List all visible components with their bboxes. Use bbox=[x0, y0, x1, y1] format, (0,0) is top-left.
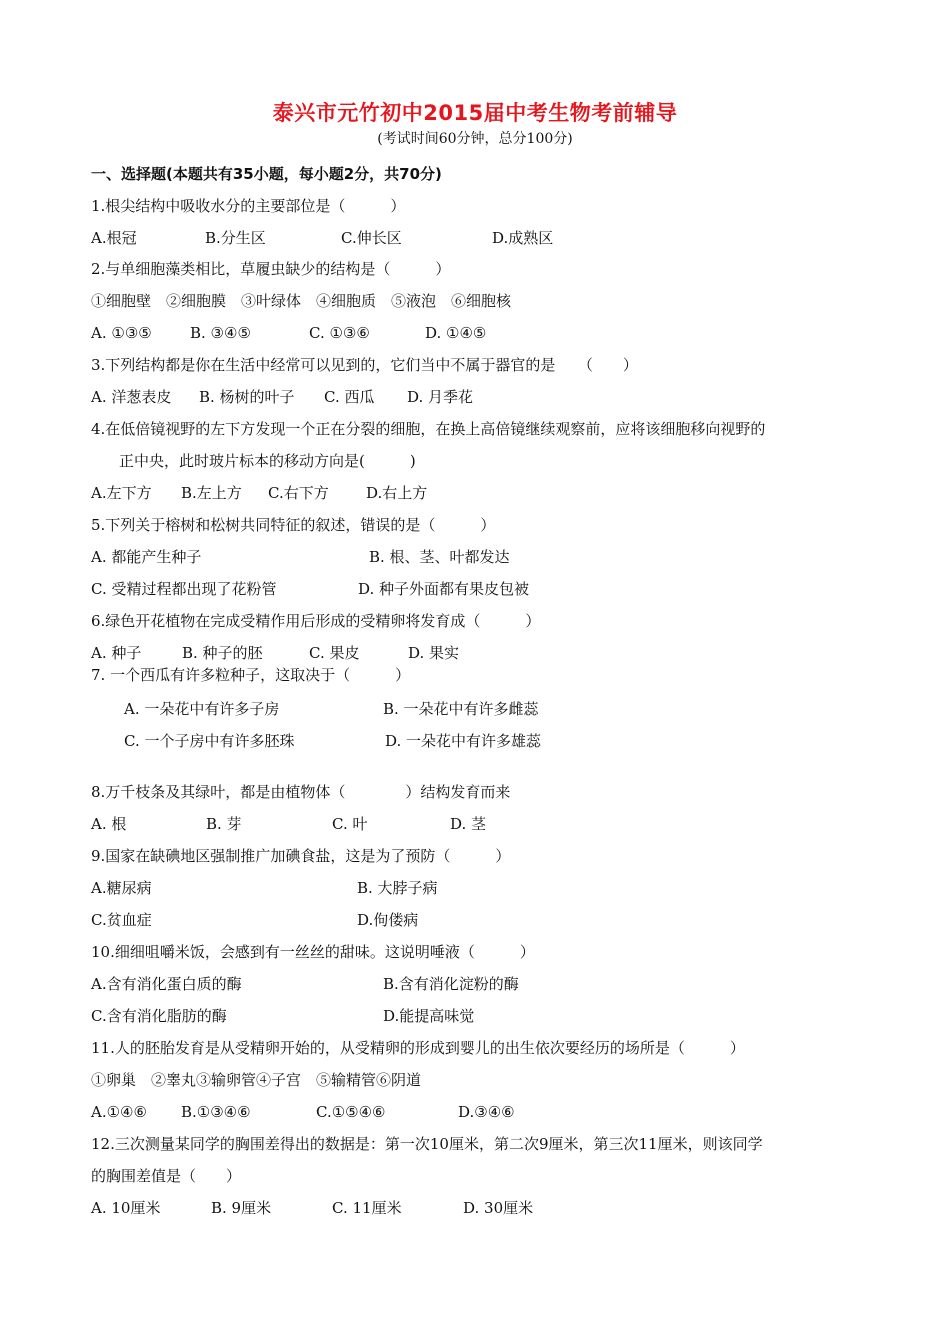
option: C. 11厘米 bbox=[332, 1199, 402, 1217]
option: C.贫血症 bbox=[91, 911, 152, 929]
option: A. 都能产生种子 bbox=[91, 548, 202, 566]
question-stem: 3.下列结构都是你在生活中经常可以见到的，它们当中不属于器官的是 （ ） bbox=[91, 356, 638, 374]
question-stem: 5.下列关于榕树和松树共同特征的叙述，错误的是（ ） bbox=[91, 516, 496, 534]
option: D. 月季花 bbox=[407, 388, 474, 406]
question-stem: 4.在低倍镜视野的左下方发现一个正在分裂的细胞，在换上高倍镜继续观察前，应将该细胞移向视野的 bbox=[91, 420, 766, 438]
option: A. 根 bbox=[91, 815, 127, 833]
option: B. 大脖子病 bbox=[357, 879, 438, 897]
option: B. 一朵花中有许多雌蕊 bbox=[383, 700, 539, 718]
question-stem: 9.国家在缺碘地区强制推广加碘食盐，这是为了预防（ ） bbox=[91, 847, 511, 865]
option: A. ①③⑤ bbox=[91, 324, 152, 342]
option: D. 种子外面都有果皮包被 bbox=[358, 580, 530, 598]
option: A. 10厘米 bbox=[91, 1199, 161, 1217]
option: D.成熟区 bbox=[492, 229, 554, 247]
option: C. 叶 bbox=[332, 815, 368, 833]
option: D.③④⑥ bbox=[458, 1103, 515, 1121]
question-substatements: ①细胞壁 ②细胞膜 ③叶绿体 ④细胞质 ⑤液泡 ⑥细胞核 bbox=[91, 292, 512, 310]
option: A.糖尿病 bbox=[91, 879, 152, 897]
section-heading: 一、选择题(本题共有35小题，每小题2分，共70分) bbox=[91, 165, 442, 183]
question-stem-continued: 的胸围差值是（ ） bbox=[91, 1167, 242, 1185]
option: B. 杨树的叶子 bbox=[199, 388, 295, 406]
exam-title: 泰兴市元竹初中2015届中考生物考前辅导 bbox=[272, 101, 678, 125]
option: B.分生区 bbox=[205, 229, 266, 247]
option: D. 果实 bbox=[408, 644, 460, 662]
question-stem: 7. 一个西瓜有许多粒种子，这取决于（ ） bbox=[91, 666, 411, 684]
question-stem: 10.细细咀嚼米饭，会感到有一丝丝的甜味。这说明唾液（ ） bbox=[91, 943, 535, 961]
option: C. 西瓜 bbox=[324, 388, 375, 406]
option: C.右下方 bbox=[268, 484, 329, 502]
option: B. 根、茎、叶都发达 bbox=[369, 548, 510, 566]
option: C. 果皮 bbox=[309, 644, 360, 662]
option: B. 芽 bbox=[206, 815, 242, 833]
option: D.能提高味觉 bbox=[383, 1007, 475, 1025]
option: A.根冠 bbox=[91, 229, 137, 247]
option: B. 9厘米 bbox=[211, 1199, 272, 1217]
option: A. 洋葱表皮 bbox=[91, 388, 172, 406]
option: A.左下方 bbox=[91, 484, 152, 502]
option: B.左上方 bbox=[181, 484, 242, 502]
option: B.含有消化淀粉的酶 bbox=[383, 975, 519, 993]
option: D. 茎 bbox=[450, 815, 487, 833]
option: B.①③④⑥ bbox=[181, 1103, 251, 1121]
question-stem-continued: 正中央，此时玻片标本的移动方向是( ) bbox=[119, 452, 416, 470]
question-stem: 6.绿色开花植物在完成受精作用后形成的受精卵将发育成（ ） bbox=[91, 612, 541, 630]
option: D. 30厘米 bbox=[463, 1199, 534, 1217]
question-stem: 11.人的胚胎发育是从受精卵开始的，从受精卵的形成到婴儿的出生依次要经历的场所是（ ） bbox=[91, 1039, 745, 1057]
option: C.①⑤④⑥ bbox=[316, 1103, 386, 1121]
option: D. 一朵花中有许多雄蕊 bbox=[385, 732, 542, 750]
option: A.含有消化蛋白质的酶 bbox=[91, 975, 242, 993]
question-stem: 8.万千枝条及其绿叶，都是由植物体（ ）结构发育而来 bbox=[91, 783, 511, 801]
option: C. ①③⑥ bbox=[309, 324, 370, 342]
option: B. ③④⑤ bbox=[190, 324, 251, 342]
option: A. 一朵花中有许多子房 bbox=[124, 700, 280, 718]
question-substatements: ①卵巢 ②睾丸③输卵管④子宫 ⑤输精管⑥阴道 bbox=[91, 1071, 422, 1089]
option: B. 种子的胚 bbox=[182, 644, 263, 662]
option: C.含有消化脂肪的酶 bbox=[91, 1007, 227, 1025]
option: D. ①④⑤ bbox=[425, 324, 487, 342]
option: C. 受精过程都出现了花粉管 bbox=[91, 580, 277, 598]
question-stem: 1.根尖结构中吸收水分的主要部位是（ ） bbox=[91, 197, 406, 215]
exam-subtitle: (考试时间60分钟，总分100分) bbox=[377, 131, 573, 147]
option: C. 一个子房中有许多胚珠 bbox=[124, 732, 295, 750]
option: C.伸长区 bbox=[341, 229, 402, 247]
option: A. 种子 bbox=[91, 644, 142, 662]
question-stem: 12.三次测量某同学的胸围差得出的数据是：第一次10厘米，第二次9厘米，第三次11厘米，则该同学 bbox=[91, 1135, 763, 1153]
option: D.佝偻病 bbox=[357, 911, 419, 929]
option: D.右上方 bbox=[366, 484, 428, 502]
question-stem: 2.与单细胞藻类相比，草履虫缺少的结构是（ ） bbox=[91, 260, 451, 278]
option: A.①④⑥ bbox=[91, 1103, 147, 1121]
